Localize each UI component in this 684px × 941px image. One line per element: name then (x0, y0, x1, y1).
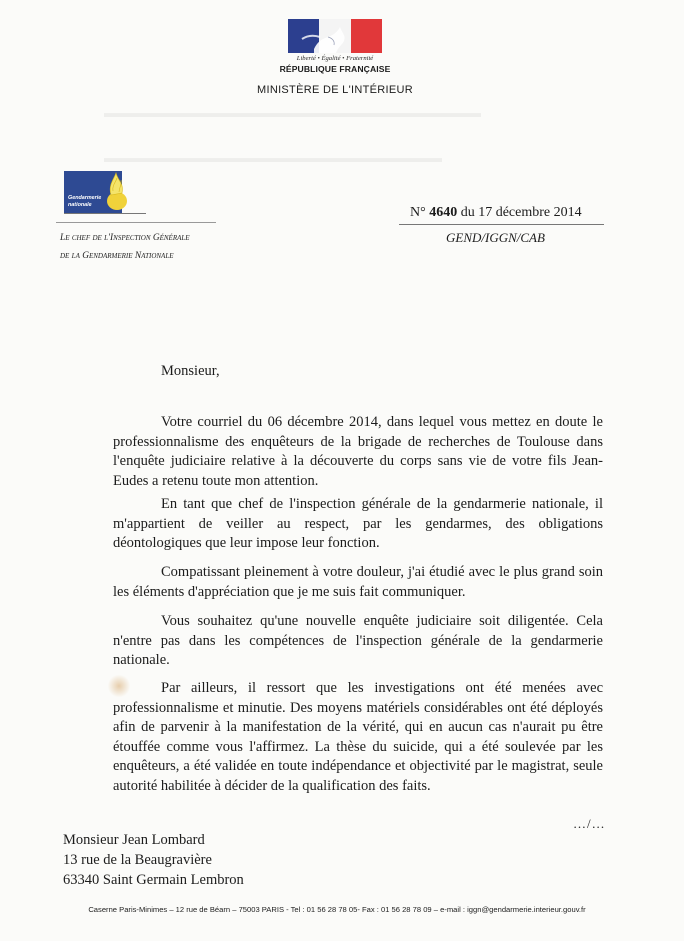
paper-stain (108, 674, 130, 698)
flame-grenade-icon (64, 171, 146, 215)
reference-prefix: N° (410, 205, 426, 220)
divider (399, 224, 604, 225)
footer-contact: Caserne Paris-Minimes – 12 rue de Béarn – 75003 PARIS - Tel : 01 56 28 78 05- Fax : 01 56 28 78 09 – e-mail : iggn@gendarmerie.interieur.gouv.fr (88, 905, 586, 914)
recipient-address (63, 830, 244, 890)
paragraph: Par ailleurs, il ressort que les investigations ont été menées avec professionnalisme et minutie. Des moyens matériels considérables ont été déployés afin de parvenir à la manifestation de la vérité, qui en aucun cas n'aurait pu être étouffée comme vous l'affirmez. La thèse du suicide, qui a été soulevée par les enquêteurs, a été validée en toute indépendance et objectivité par le magistrat, seule autorité habilitée à décider de la qualification des faits. (113, 680, 603, 794)
republic-label: RÉPUBLIQUE FRANÇAISE (279, 64, 391, 74)
recipient-street: 13 rue de la Beaugravière (63, 852, 212, 868)
reference-service: GEND/IGGN/CAB (446, 230, 545, 245)
paragraph: Votre courriel du 06 décembre 2014, dans lequel vous mettez en doute le professionnalisme des enquêteurs de la brigade de recherches de Toulouse dans l'enquête judiciaire relative à la découverte du corps sans vie de votre fils Jean-Eudes a retenu toute mon attention. (113, 414, 603, 489)
sender-title (60, 229, 190, 265)
sender-title-line1: Le chef de l'Inspection Générale (60, 233, 190, 243)
ministry-label: MINISTÈRE DE L'INTÉRIEUR (257, 84, 413, 96)
marianne-profile-icon (288, 19, 382, 53)
recipient-name: Monsieur Jean Lombard (63, 832, 205, 848)
continuation-mark: …/… (573, 816, 606, 831)
paragraph: Compatissant pleinement à votre douleur, j'ai étudié avec le plus grand soin les éléments d'appréciation que je me suis fait communiquer. (113, 564, 603, 600)
reference-date: du 17 décembre 2014 (460, 205, 582, 220)
reference-value: 4640 (429, 205, 458, 220)
divider (56, 222, 216, 223)
paragraph: En tant que chef de l'inspection générale de la gendarmerie nationale, il m'appartient de veiller au respect, par les gendarmes, des obligations déontologiques que leur impose leur fonction. (113, 496, 603, 551)
marianne-logo (288, 19, 382, 53)
gendarmerie-logo-text: Gendarmerie nationale (68, 195, 102, 208)
reference-number (410, 205, 582, 221)
show-through-text: ▬▬▬▬▬▬▬▬▬▬▬▬▬▬▬▬▬▬▬▬▬▬▬▬▬▬ (104, 150, 442, 165)
sender-title-line2: de la Gendarmerie Nationale (60, 251, 174, 261)
gendarmerie-logo (64, 171, 146, 215)
salutation: Monsieur, (161, 363, 220, 379)
recipient-city: 63340 Saint Germain Lembron (63, 872, 244, 888)
motto: Liberté • Égalité • Fraternité (296, 55, 374, 62)
paragraph: Vous souhaitez qu'une nouvelle enquête judiciaire soit diligentée. Cela n'entre pas dans les compétences de l'inspection générale de la gendarmerie nationale. (113, 613, 603, 668)
show-through-text: ▬▬▬▬▬▬▬▬▬▬▬▬▬▬▬▬▬▬▬▬▬▬▬▬▬▬▬▬▬ (104, 105, 481, 120)
